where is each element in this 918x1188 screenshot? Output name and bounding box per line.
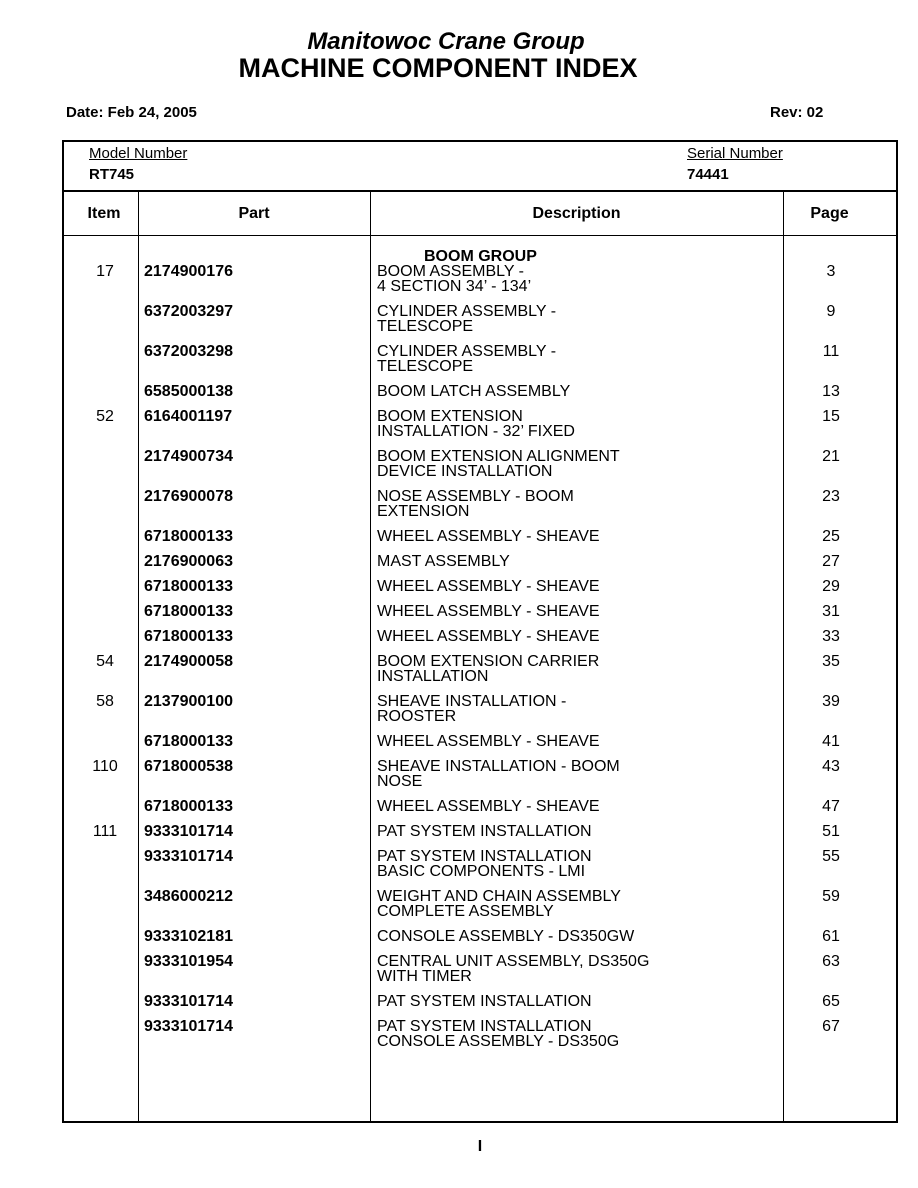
table-row — [64, 1018, 896, 1058]
row-description-line: TELESCOPE — [377, 358, 474, 375]
row-page-number: 39 — [822, 693, 840, 710]
table-row — [64, 553, 896, 578]
column-header-row — [64, 192, 896, 236]
row-description-line: BOOM ASSEMBLY - — [377, 263, 525, 280]
table-row — [64, 733, 896, 758]
table-row — [64, 848, 896, 888]
row-description-line: BOOM EXTENSION — [377, 408, 523, 425]
row-item-number: 58 — [96, 693, 114, 710]
row-description-line: NOSE — [377, 773, 423, 790]
index-table-frame — [62, 140, 898, 1123]
row-description-line: WHEEL ASSEMBLY - SHEAVE — [377, 528, 600, 545]
row-description-line: SHEAVE INSTALLATION - BOOM — [377, 758, 620, 775]
row-part-number: 6718000133 — [144, 578, 233, 595]
row-part-number: 2174900058 — [144, 653, 233, 670]
row-part-number: 6718000133 — [144, 628, 233, 645]
row-part-number: 9333101954 — [144, 953, 233, 970]
row-part-number: 2174900734 — [144, 448, 233, 465]
row-page-number: 35 — [822, 653, 840, 670]
row-page-number: 11 — [822, 343, 840, 360]
serial-number-label: Serial Number — [687, 145, 783, 162]
row-description-line: BOOM EXTENSION CARRIER — [377, 653, 600, 670]
row-item-number: 111 — [92, 823, 118, 840]
document-date: Date: Feb 24, 2005 — [66, 104, 197, 121]
row-item-number: 54 — [96, 653, 114, 670]
column-header-description: Description — [532, 205, 621, 222]
row-description — [377, 694, 566, 724]
row-description — [377, 759, 620, 789]
row-page-number: 31 — [822, 603, 840, 620]
row-description-line: ROOSTER — [377, 708, 457, 725]
row-description-line: WHEEL ASSEMBLY - SHEAVE — [377, 628, 600, 645]
table-row — [64, 993, 896, 1018]
table-row — [64, 263, 896, 303]
row-part-number: 2176900063 — [144, 553, 233, 570]
company-name: Manitowoc Crane Group — [307, 28, 585, 55]
row-description — [377, 344, 556, 374]
row-description — [377, 654, 599, 684]
row-description — [377, 579, 600, 594]
row-description-line: BASIC COMPONENTS - LMI — [377, 863, 586, 880]
row-part-number: 6718000133 — [144, 798, 233, 815]
row-description-line: WEIGHT AND CHAIN ASSEMBLY — [377, 888, 621, 905]
row-page-number: 21 — [822, 448, 840, 465]
row-description — [377, 889, 621, 919]
machine-info-box — [64, 142, 896, 192]
row-description — [377, 449, 620, 479]
row-description-line: WITH TIMER — [377, 968, 472, 985]
row-description — [377, 264, 531, 294]
row-description-line: TELESCOPE — [377, 318, 474, 335]
row-part-number: 9333101714 — [144, 848, 233, 865]
row-page-number: 41 — [822, 733, 840, 750]
row-description — [377, 1019, 619, 1049]
document-title: MACHINE COMPONENT INDEX — [238, 53, 638, 83]
row-description-line: NOSE ASSEMBLY - BOOM — [377, 488, 574, 505]
serial-number-value: 74441 — [687, 166, 729, 183]
row-description-line: CENTRAL UNIT ASSEMBLY, DS350G — [377, 953, 650, 970]
row-description-line: DEVICE INSTALLATION — [377, 463, 553, 480]
row-description — [377, 529, 600, 544]
row-page-number: 63 — [822, 953, 840, 970]
row-part-number: 2137900100 — [144, 693, 233, 710]
row-part-number: 6585000138 — [144, 383, 233, 400]
row-description-line: PAT SYSTEM INSTALLATION — [377, 993, 592, 1010]
row-description-line: EXTENSION — [377, 503, 470, 520]
row-part-number: 9333102181 — [144, 928, 233, 945]
row-description — [377, 304, 556, 334]
row-part-number: 9333101714 — [144, 823, 233, 840]
row-part-number: 2174900176 — [144, 263, 233, 280]
row-item-number: 110 — [92, 758, 118, 775]
table-row — [64, 953, 896, 993]
row-description-line: WHEEL ASSEMBLY - SHEAVE — [377, 578, 600, 595]
table-row — [64, 408, 896, 448]
row-description — [377, 994, 592, 1009]
row-page-number: 13 — [822, 383, 840, 400]
row-description-line: INSTALLATION - 32’ FIXED — [377, 423, 575, 440]
row-description-line: WHEEL ASSEMBLY - SHEAVE — [377, 798, 600, 815]
row-page-number: 25 — [822, 528, 840, 545]
table-row — [64, 798, 896, 823]
row-description — [377, 604, 600, 619]
document-revision: Rev: 02 — [770, 104, 824, 121]
row-description — [377, 824, 592, 839]
row-item-number: 17 — [96, 263, 114, 280]
model-number-label: Model Number — [89, 145, 188, 162]
row-part-number: 9333101714 — [144, 1018, 233, 1035]
column-header-page: Page — [810, 205, 849, 222]
row-part-number: 6164001197 — [144, 408, 233, 425]
table-row — [64, 653, 896, 693]
table-row — [64, 823, 896, 848]
table-row — [64, 343, 896, 383]
table-row — [64, 693, 896, 733]
row-page-number: 67 — [822, 1018, 840, 1035]
row-description-line: WHEEL ASSEMBLY - SHEAVE — [377, 603, 600, 620]
row-part-number: 6718000133 — [144, 603, 233, 620]
page-number: I — [477, 1138, 483, 1155]
table-row — [64, 488, 896, 528]
row-page-number: 27 — [822, 553, 840, 570]
row-page-number: 55 — [822, 848, 840, 865]
row-description-line: PAT SYSTEM INSTALLATION — [377, 823, 592, 840]
row-part-number: 6372003297 — [144, 303, 233, 320]
row-description-line: INSTALLATION — [377, 668, 489, 685]
row-page-number: 15 — [822, 408, 840, 425]
row-description — [377, 629, 600, 644]
row-description — [377, 409, 575, 439]
row-description — [377, 384, 570, 399]
row-part-number: 9333101714 — [144, 993, 233, 1010]
row-description-line: COMPLETE ASSEMBLY — [377, 903, 554, 920]
row-page-number: 65 — [822, 993, 840, 1010]
row-description — [377, 554, 510, 569]
row-description-line: CONSOLE ASSEMBLY - DS350G — [377, 1033, 620, 1050]
row-description — [377, 954, 649, 984]
row-description-line: CYLINDER ASSEMBLY - — [377, 343, 557, 360]
row-description-line: BOOM LATCH ASSEMBLY — [377, 383, 571, 400]
component-rows — [64, 263, 896, 1058]
table-row — [64, 578, 896, 603]
row-page-number: 29 — [822, 578, 840, 595]
row-description-line: WHEEL ASSEMBLY - SHEAVE — [377, 733, 600, 750]
table-row — [64, 928, 896, 953]
row-description-line: MAST ASSEMBLY — [377, 553, 510, 570]
group-title: BOOM GROUP — [424, 248, 537, 265]
row-description — [377, 929, 634, 944]
model-number-value: RT745 — [89, 166, 135, 183]
row-description — [377, 489, 574, 519]
column-header-item: Item — [87, 205, 121, 222]
row-page-number: 47 — [822, 798, 840, 815]
row-description — [377, 849, 592, 879]
row-part-number: 6718000133 — [144, 733, 233, 750]
row-description-line: SHEAVE INSTALLATION - — [377, 693, 567, 710]
row-part-number: 3486000212 — [144, 888, 233, 905]
row-part-number: 6718000133 — [144, 528, 233, 545]
row-description-line: 4 SECTION 34’ - 134’ — [377, 278, 532, 295]
row-page-number: 9 — [826, 303, 836, 320]
row-part-number: 6372003298 — [144, 343, 233, 360]
column-header-part: Part — [238, 205, 270, 222]
row-item-number: 52 — [96, 408, 114, 425]
table-row — [64, 758, 896, 798]
row-page-number: 61 — [822, 928, 840, 945]
row-description — [377, 799, 600, 814]
table-row — [64, 448, 896, 488]
table-row — [64, 603, 896, 628]
row-page-number: 51 — [822, 823, 840, 840]
row-page-number: 43 — [822, 758, 840, 775]
row-part-number: 2176900078 — [144, 488, 233, 505]
row-description-line: CONSOLE ASSEMBLY - DS350GW — [377, 928, 635, 945]
row-description — [377, 734, 600, 749]
row-page-number: 59 — [822, 888, 840, 905]
table-row — [64, 303, 896, 343]
row-description-line: PAT SYSTEM INSTALLATION — [377, 1018, 592, 1035]
row-page-number: 33 — [822, 628, 840, 645]
table-row — [64, 628, 896, 653]
table-row — [64, 383, 896, 408]
row-description-line: BOOM EXTENSION ALIGNMENT — [377, 448, 620, 465]
row-description-line: CYLINDER ASSEMBLY - — [377, 303, 557, 320]
row-page-number: 3 — [826, 263, 836, 280]
table-row — [64, 888, 896, 928]
table-row — [64, 528, 896, 553]
row-description-line: PAT SYSTEM INSTALLATION — [377, 848, 592, 865]
row-page-number: 23 — [822, 488, 840, 505]
row-part-number: 6718000538 — [144, 758, 233, 775]
